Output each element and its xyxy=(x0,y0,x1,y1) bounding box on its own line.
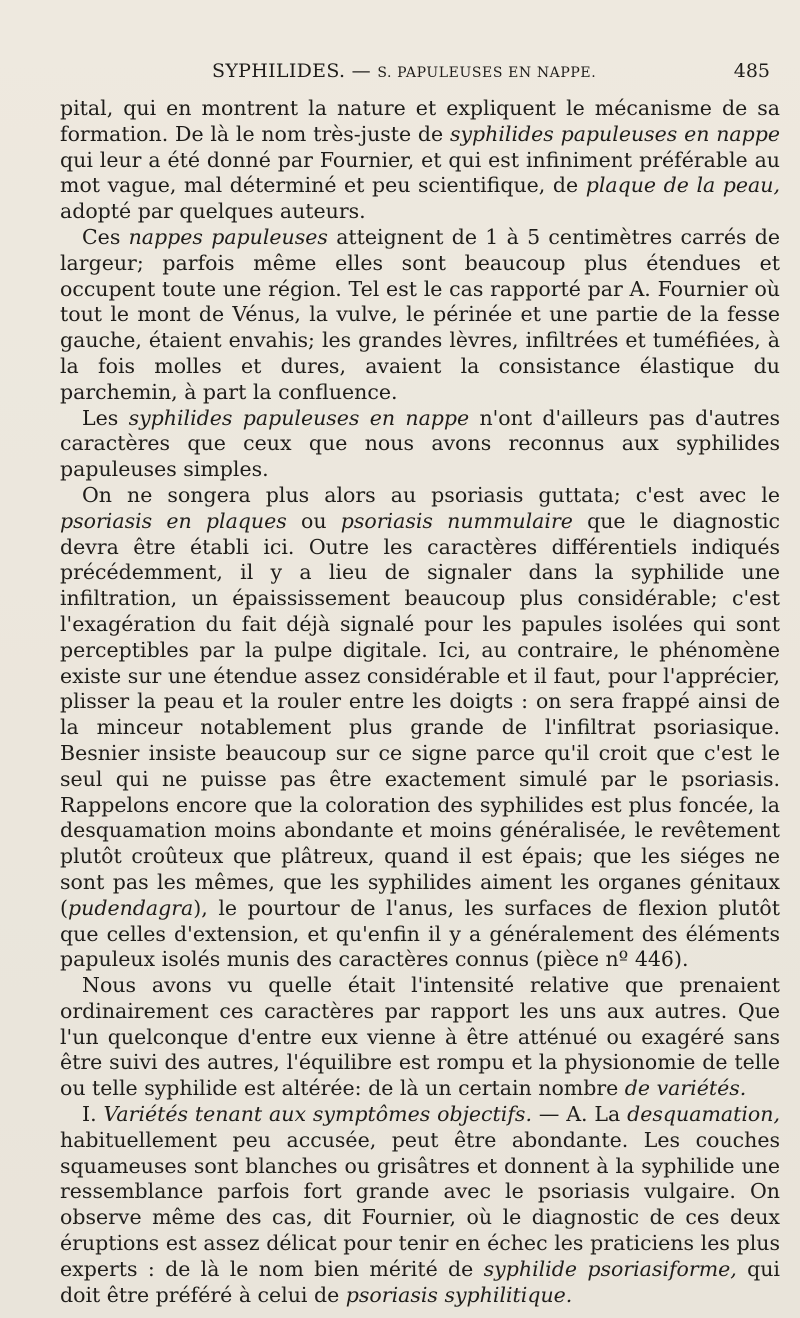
italic-run: syphilides papuleuses en nappe xyxy=(449,121,780,146)
running-header xyxy=(62,60,770,90)
running-head-subtitle: S. PAPULEUSES EN NAPPE. xyxy=(377,65,597,81)
paragraph xyxy=(60,225,780,406)
italic-run: psoriasis nummulaire xyxy=(340,508,573,533)
running-head-separator: — xyxy=(351,60,371,82)
italic-run: psoriasis en plaques xyxy=(60,508,287,533)
italic-run: desquamation, xyxy=(627,1102,780,1127)
text-run: ou xyxy=(286,508,341,533)
italic-run: syphilide psoriasiforme, xyxy=(483,1256,737,1281)
italic-run: syphilides papuleuses en nappe xyxy=(128,405,470,430)
italic-run: Variétés tenant aux symptômes objectifs. xyxy=(103,1102,532,1127)
text-run: atteignent de 1 à 5 centimètres carrés de largeur; parfois même elles sont beaucoup plus étendues et occupent toute une région. Tel est le cas rapporté par A. Fournier où tout le mont de Vénus, la vulve, le périnée et une partie de la fesse gauche, étaient envahis; les grandes lèvres, infiltrées et tuméfiées, à la fois molles et dures, avaient la consistance élastique du parchemin, à part la confluence. xyxy=(60,224,780,404)
paragraph xyxy=(60,1102,780,1308)
italic-run: pudendagra xyxy=(68,895,194,920)
text-run: — A. La xyxy=(531,1102,628,1127)
paragraph xyxy=(60,973,780,1102)
italic-run: plaque de la peau, xyxy=(585,173,780,198)
page-number: 485 xyxy=(733,60,770,82)
text-run: I. xyxy=(82,1102,104,1127)
paragraph xyxy=(60,483,780,973)
running-head-title: SYPHILIDES. xyxy=(212,60,346,82)
italic-run: nappes papuleuses xyxy=(128,224,328,249)
text-run: On ne songera plus alors au psoriasis guttata; c'est avec le xyxy=(82,482,780,507)
text-run: ), le pourtour de l'anus, les surfaces de flexion plutôt que celles d'extension, et qu'enfin il y a généralement des éléments papuleux isolés munis des caractères connus (pièce nº 446). xyxy=(60,895,780,972)
text-run: Nous avons vu quelle était l'intensité relative que prenaient ordinairement ces caractères par rapport les uns aux autres. Que l'un quelconque d'entre eux vienne à être atténué ou exagéré sans être suivi des autres, l'équilibre est rompu et la physionomie de telle ou telle syphilide est altérée: de là un certain nombre xyxy=(60,973,780,1101)
text-run: qui doit être préféré à celui de xyxy=(60,1256,780,1307)
body-text xyxy=(60,96,780,1308)
italic-run: de variétés. xyxy=(624,1076,747,1101)
paragraph xyxy=(60,96,780,225)
text-run: n'ont d'ailleurs pas d'autres caractères que ceux que nous avons reconnus aux syphilides papuleuses simples. xyxy=(60,405,780,482)
paragraph xyxy=(60,406,780,483)
text-run: Ces xyxy=(82,224,129,249)
text-run: Les xyxy=(82,405,129,430)
text-run: que le diagnostic devra être établi ici. Outre les caractères différentiels indiqués précédemment, il y a lieu de signaler dans la syphilide une infiltration, un épaississement beaucoup plus considérable; c'est l'exagération du fait déjà signalé pour les papules isolées qui sont perceptibles par la pulpe digitale. Ici, au contraire, le phénomène existe sur une étendue assez considérable et il faut, pour l'apprécier, plisser la peau et la rouler entre les doigts : on sera frappé ainsi de la minceur notablement plus grande de l'infiltrat psoriasique. Besnier insiste beaucoup sur ce signe parce qu'il croit que c'est le seul qui ne puisse pas être exactement simulé par le psoriasis. Rappelons encore que la coloration des syphilides est plus foncée, la desquamation moins abondante et moins généralisée, le revêtement plutôt croûteux que plâtreux, quand il est épais; que les siéges ne sont pas les mêmes, que les syphilides aiment les organes génitaux ( xyxy=(60,508,781,920)
text-run: habituellement peu accusée, peut être abondante. Les couches squameuses sont blanches ou grisâtres et donnent à la syphilide une ressemblance parfois fort grande avec le psoriasis vulgaire. On observe même des cas, dit Fournier, où le diagnostic de ces deux éruptions est assez délicat pour tenir en échec les praticiens les plus experts : de là le nom bien mérité de xyxy=(60,1127,780,1281)
italic-run: psoriasis syphilitique. xyxy=(345,1282,573,1307)
text-run: qui leur a été donné par Fournier, et qui est infiniment préférable au mot vague, mal déterminé et peu scientifique, de xyxy=(60,147,780,198)
running-head xyxy=(212,60,596,82)
text-run: adopté par quelques auteurs. xyxy=(60,199,366,224)
text-run: pital, qui en montrent la nature et expliquent le mécanisme de sa formation. De là le nom très-juste de xyxy=(60,96,780,146)
